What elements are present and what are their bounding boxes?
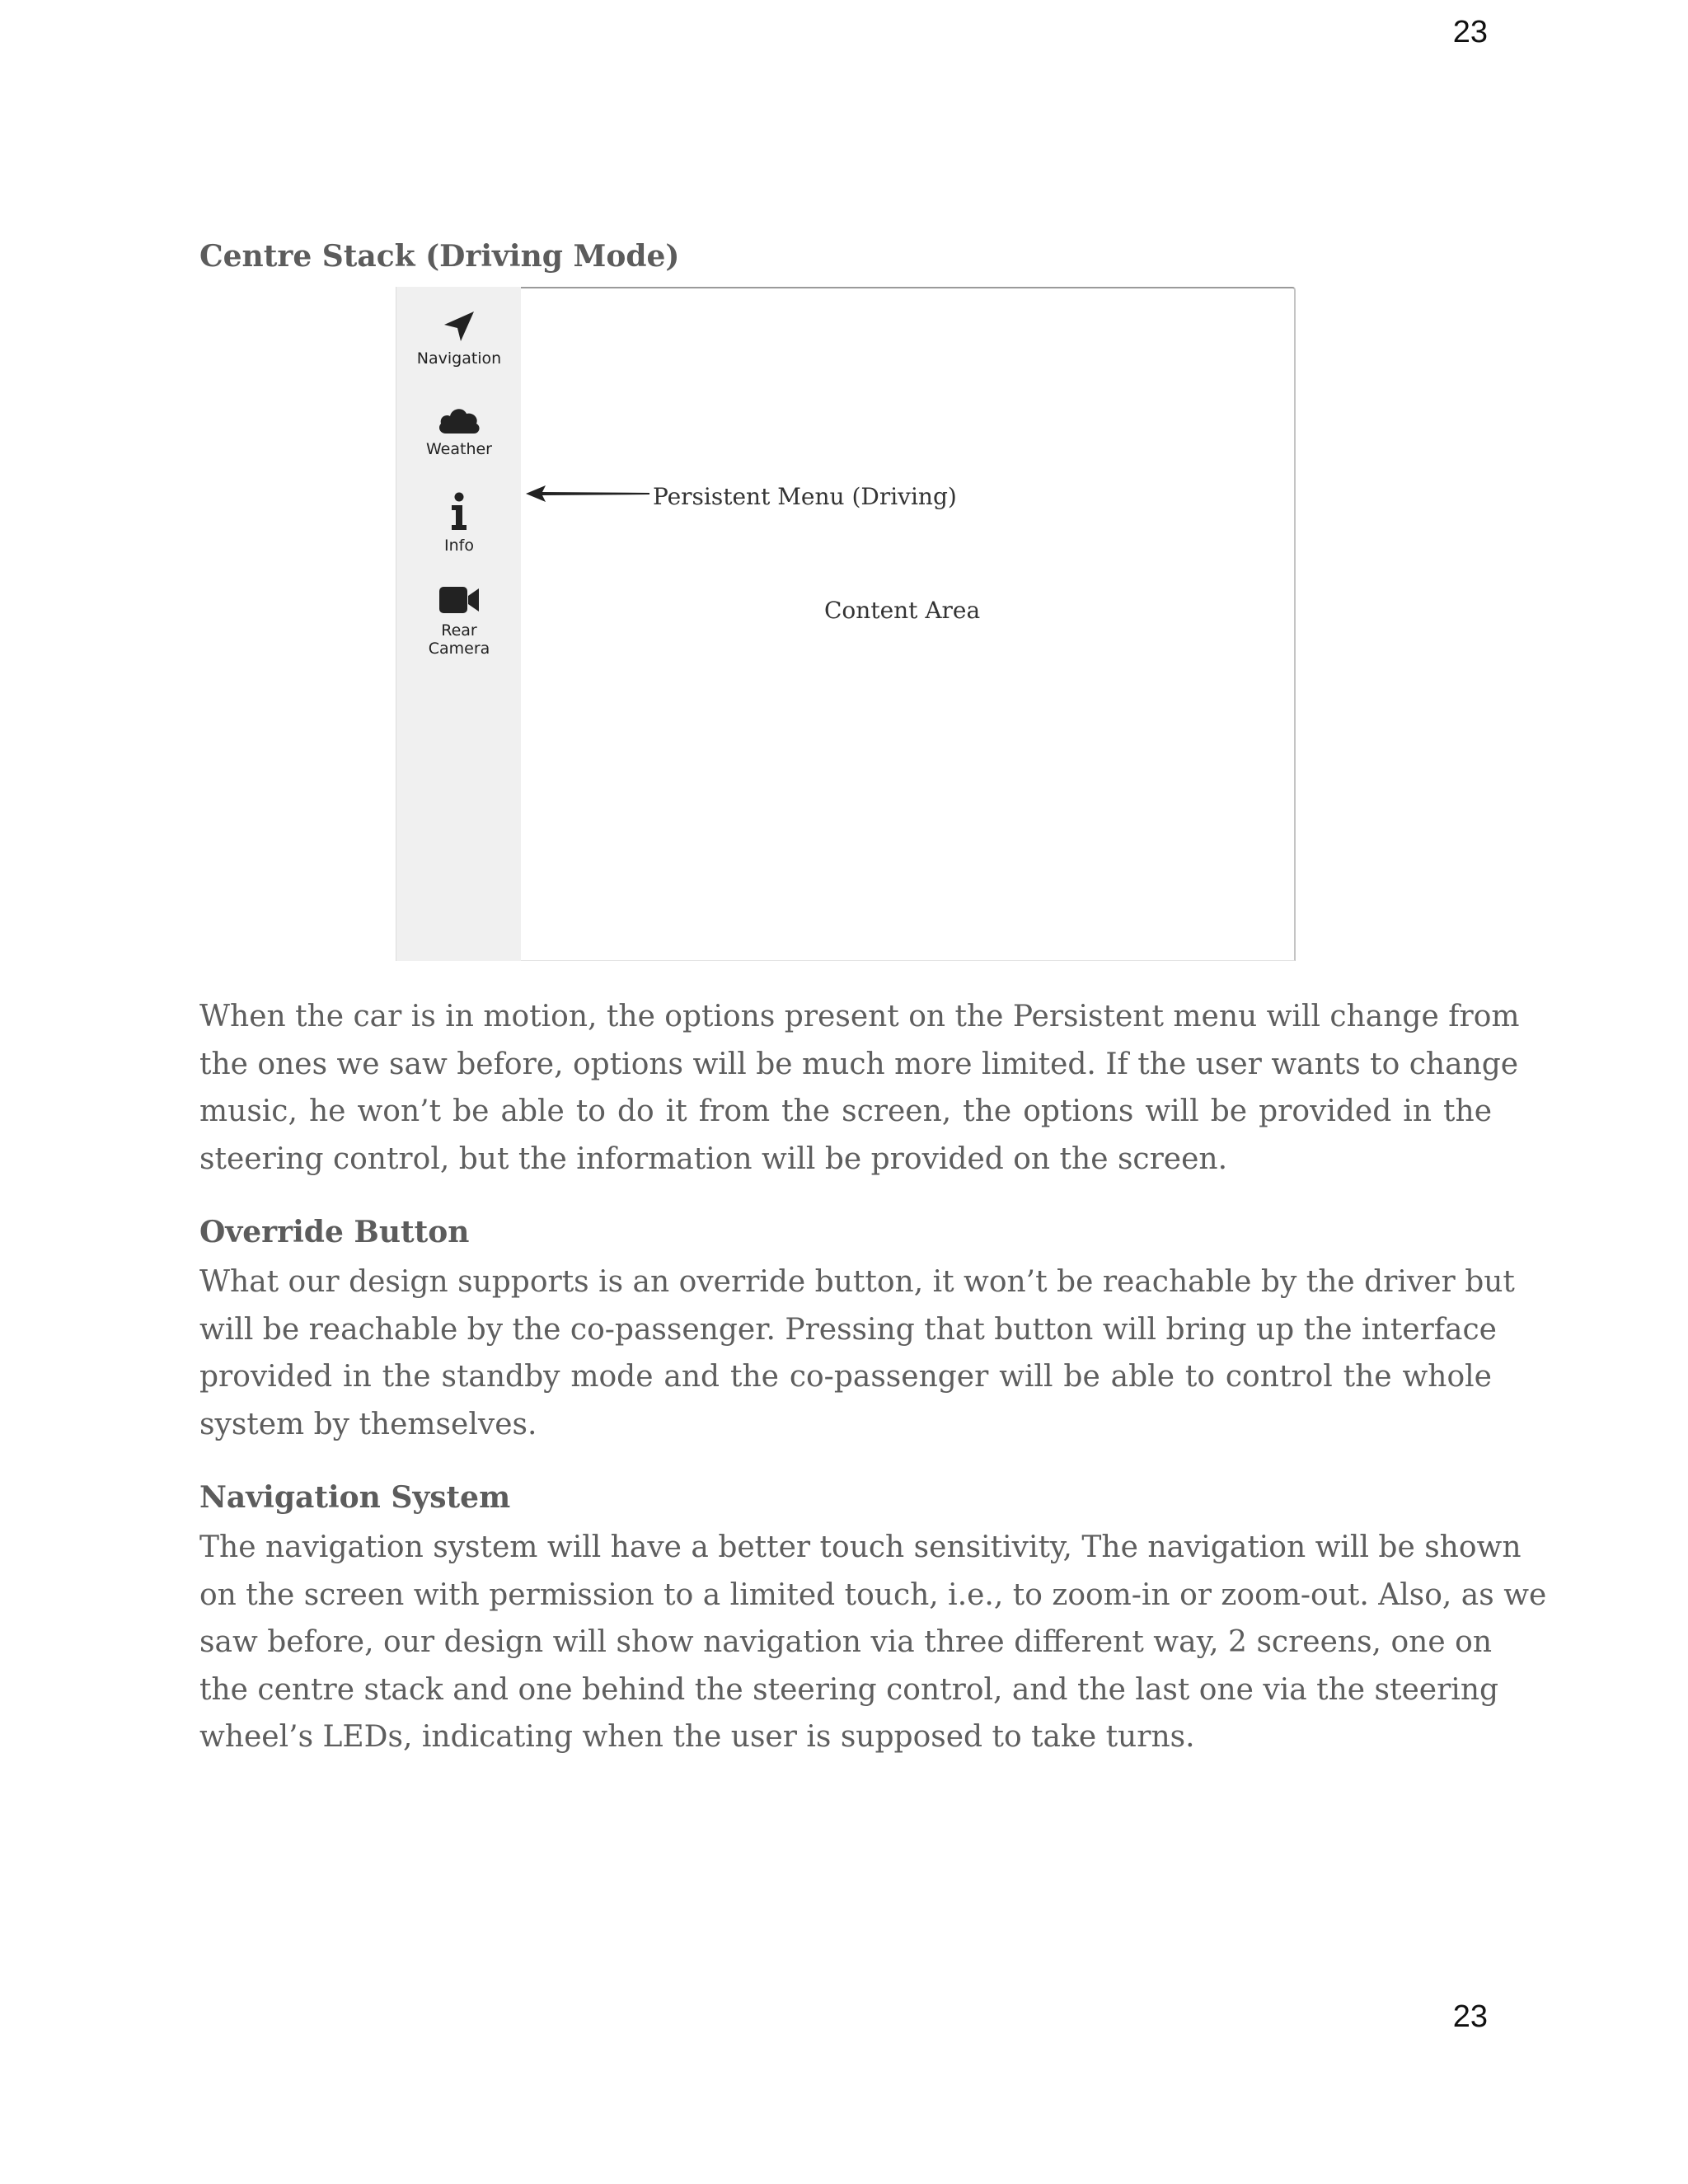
persistent-menu-sidebar	[396, 287, 521, 961]
annotation-arrow	[521, 481, 653, 506]
paragraph-line: on the screen with permission to a limited touch, i.e., to zoom-in or zoom-out. Also, as we	[199, 1577, 1547, 1612]
annotation-persistent-menu: Persistent Menu (Driving)	[653, 483, 957, 510]
centre-stack-figure	[396, 287, 1296, 961]
video-camera-icon	[438, 583, 481, 616]
paragraph-line: music, he won’t be able to do it from the screen, the options will be provided in the	[199, 1094, 1492, 1129]
content-area	[521, 287, 1296, 961]
paragraph-line: What our design supports is an override button, it won’t be reachable by the driver but	[199, 1265, 1515, 1299]
paragraph-line: When the car is in motion, the options present on the Persistent menu will change from	[199, 1000, 1520, 1033]
section-heading-centre-stack: Centre Stack (Driving Mode)	[199, 239, 680, 274]
menu-item-label: Navigation	[416, 349, 502, 368]
menu-item-info[interactable]	[396, 492, 522, 555]
menu-item-navigation[interactable]	[396, 308, 522, 368]
menu-item-label: Rear	[441, 621, 477, 640]
paragraph-line: will be reachable by the co-passenger. Pressing that button will bring up the interface	[199, 1312, 1497, 1347]
section-heading-navigation-system: Navigation System	[199, 1480, 511, 1515]
paragraph-override-button	[199, 1258, 1515, 1448]
menu-item-label: Weather	[426, 440, 492, 458]
paragraph-line: saw before, our design will show navigation via three different way, 2 screens, one on	[199, 1625, 1492, 1660]
paragraph-line: the ones we saw before, options will be much more limited. If the user wants to change	[199, 1047, 1519, 1081]
menu-item-weather[interactable]	[396, 402, 522, 458]
annotation-content-area: Content Area	[824, 597, 981, 624]
info-icon	[447, 492, 471, 532]
cloud-icon	[436, 402, 482, 435]
section-heading-override-button: Override Button	[199, 1215, 470, 1249]
paragraph-line: steering control, but the information will be provided on the screen.	[199, 1141, 1228, 1176]
paragraph-navigation-system	[199, 1524, 1547, 1761]
paragraph-line: wheel’s LEDs, indicating when the user is supposed to take turns.	[199, 1720, 1195, 1755]
menu-item-label: Info	[444, 537, 474, 555]
page-number-top: 23	[1452, 15, 1488, 49]
paragraph-line: system by themselves.	[199, 1407, 537, 1441]
paragraph-driving-mode	[199, 993, 1520, 1183]
menu-item-label: Camera	[428, 640, 490, 658]
paragraph-line: The navigation system will have a better touch sensitivity, The navigation will be shown	[199, 1530, 1522, 1564]
paragraph-line: provided in the standby mode and the co-passenger will be able to control the whole	[199, 1360, 1492, 1394]
page-number-bottom: 23	[1452, 1999, 1488, 2034]
paragraph-line: the centre stack and one behind the steering control, and the last one via the steering	[199, 1672, 1499, 1707]
navigation-arrow-icon	[441, 308, 477, 344]
menu-item-rear-camera[interactable]	[396, 583, 522, 658]
